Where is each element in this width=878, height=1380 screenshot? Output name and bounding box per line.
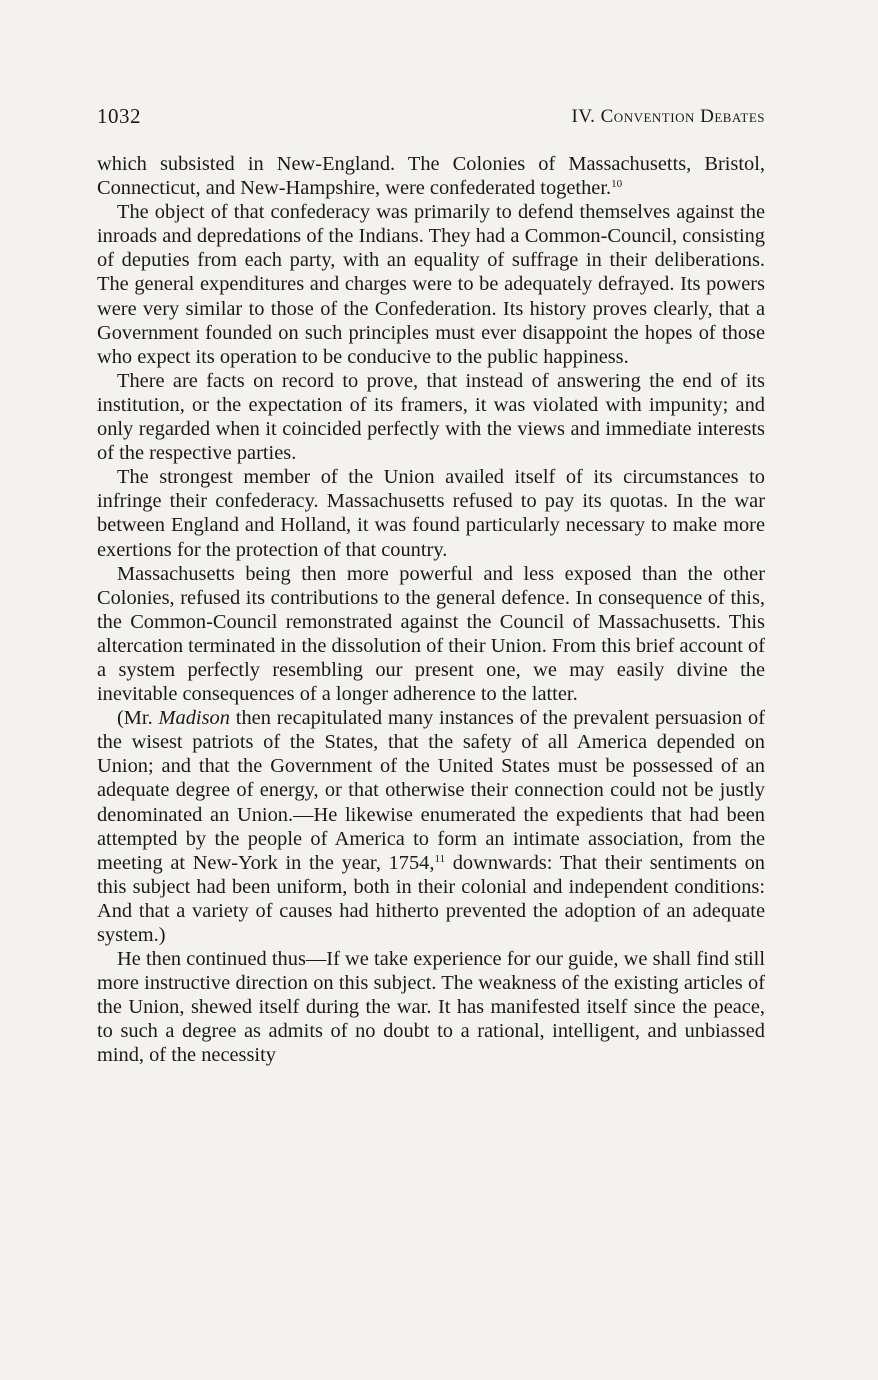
page-number: 1032 [97,104,141,128]
paragraph-6-text-b: downwards: That their sentiments on this subject had been uniform, both in their colonial and independent conditions: And that a variety of causes had hitherto prevented the adoption of an adequate system.) [97,851,765,946]
paragraph-2-text: The object of that confederacy was primarily to defend themselves against the inroads and depredations of the Indians. They had a Common-Council, consisting of deputies from each party, with an equality of suffrage in their deliberations. The general expenditures and charges were to be adequately defrayed. Its powers were very similar to those of the Confederation. Its history proves clearly, that a Government founded on such principles must ever disappoint the hopes of those who expect its operation to be conducive to the public happiness. [97,201,765,368]
paragraph-4 [97,465,765,561]
paragraph-6 [97,706,765,947]
paragraph-5 [97,562,765,707]
running-head: IV. Convention Debates [571,106,765,127]
paragraph-7 [97,947,765,1067]
paragraph-2 [97,200,765,369]
paragraph-1-text: which subsisted in New-England. The Colonies of Massachusetts, Bristol, Connecticut, and New-Hampshire, were confederated together. [97,153,765,200]
paragraph-7-text: He then continued thus—If we take experience for our guide, we shall find still more instructive direction on this subject. The weakness of the existing articles of the Union, shewed itself during the war. It has manifested itself since the peace, to such a degree as admits of no doubt to a rational, intelligent, and unbiassed mind, of the necessity [97,948,765,1067]
paragraph-4-text: The strongest member of the Union availed itself of its circumstances to infringe their confederacy. Massachusetts refused to pay its quotas. In the war between England and Holland, it was found particularly necessary to make more exertions for the protection of that country. [97,466,765,561]
paragraph-3 [97,369,765,465]
paragraph-6-text-a: then recapitulated many instances of the prevalent persuasion of the wisest patriots of the States, that the safety of all America depended on Union; and that the Government of the United States must be possessed of an adequate degree of energy, or that otherwise their connection could not be justly denominated an Union.—He likewise enumerated the expedients that had been attempted by the people of America to form an intimate association, from the meeting at New-York in the year, 1754, [97,707,765,874]
page-header [97,104,765,134]
paragraph-3-text: There are facts on record to prove, that instead of answering the end of its institution, or the expectation of its framers, it was violated with impunity; and only regarded when it coincided perfectly with the views and immediate interests of the respective parties. [97,369,765,465]
footnote-ref-10: 10 [611,178,623,191]
speaker-name: Madison [158,707,230,730]
body-text [97,152,765,1068]
footnote-ref-11: 11 [434,852,446,865]
paragraph-1 [97,152,765,200]
paragraph-5-text: Massachusetts being then more powerful and less exposed than the other Colonies, refused its contributions to the general defence. In consequence of this, the Common-Council remonstrated against the Council of Massachusetts. This altercation terminated in the dissolution of their Union. From this brief account of a system perfectly resembling our present one, we may easily divine the inevitable consequences of a longer adherence to the latter. [97,562,765,706]
paragraph-6-prefix: (Mr. [117,707,153,730]
